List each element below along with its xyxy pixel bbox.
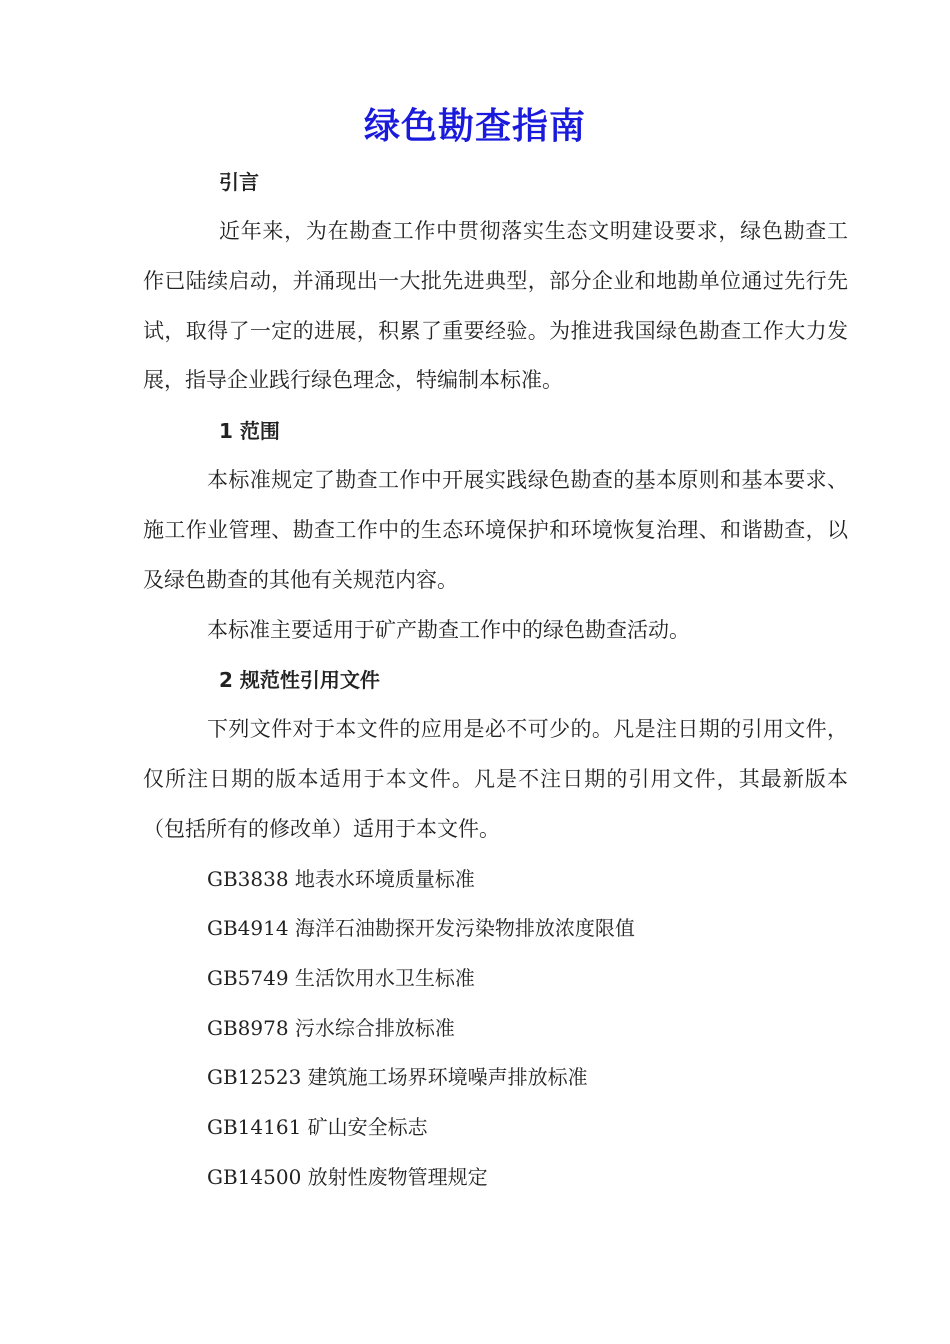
section-2-paragraph: 下列文件对于本文件的应用是必不可少的。凡是注日期的引用文件，仅所注日期的版本适用于本文件。凡是不注日期的引用文件，其最新版本（包括所有的修改单）适用于本文件。 [143,717,848,841]
section-2-heading: 2 规范性引用文件 [219,668,380,692]
reference-item: GB12523 建筑施工场界环境噪声排放标准 [207,1065,588,1089]
reference-item: GB14500 放射性废物管理规定 [207,1165,488,1189]
reference-item: GB4914 海洋石油勘探开发污染物排放浓度限值 [207,916,635,940]
intro-heading: 引言 [219,170,259,194]
section-1-paragraph-1: 本标准规定了勘查工作中开展实践绿色勘查的基本原则和基本要求、施工作业管理、勘查工作中的生态环境保护和环境恢复治理、和谐勘查，以及绿色勘查的其他有关规范内容。 [143,468,848,592]
reference-item: GB3838 地表水环境质量标准 [207,867,475,891]
reference-item: GB14161 矿山安全标志 [207,1115,428,1139]
reference-item: GB8978 污水综合排放标准 [207,1016,455,1040]
section-1-paragraph-2: 本标准主要适用于矿产勘查工作中的绿色勘查活动。 [207,618,690,642]
intro-paragraph: 近年来，为在勘查工作中贯彻落实生态文明建设要求，绿色勘查工作已陆续启动，并涌现出一大批先进典型，部分企业和地勘单位通过先行先试，取得了一定的进展，积累了重要经验。为推进我国绿色勘查工作大力发展，指导企业践行绿色理念，特编制本标准。 [143,219,848,393]
section-1-heading: 1 范围 [219,419,280,443]
reference-item: GB5749 生活饮用水卫生标准 [207,966,475,990]
document-title: 绿色勘查指南 [363,106,586,147]
